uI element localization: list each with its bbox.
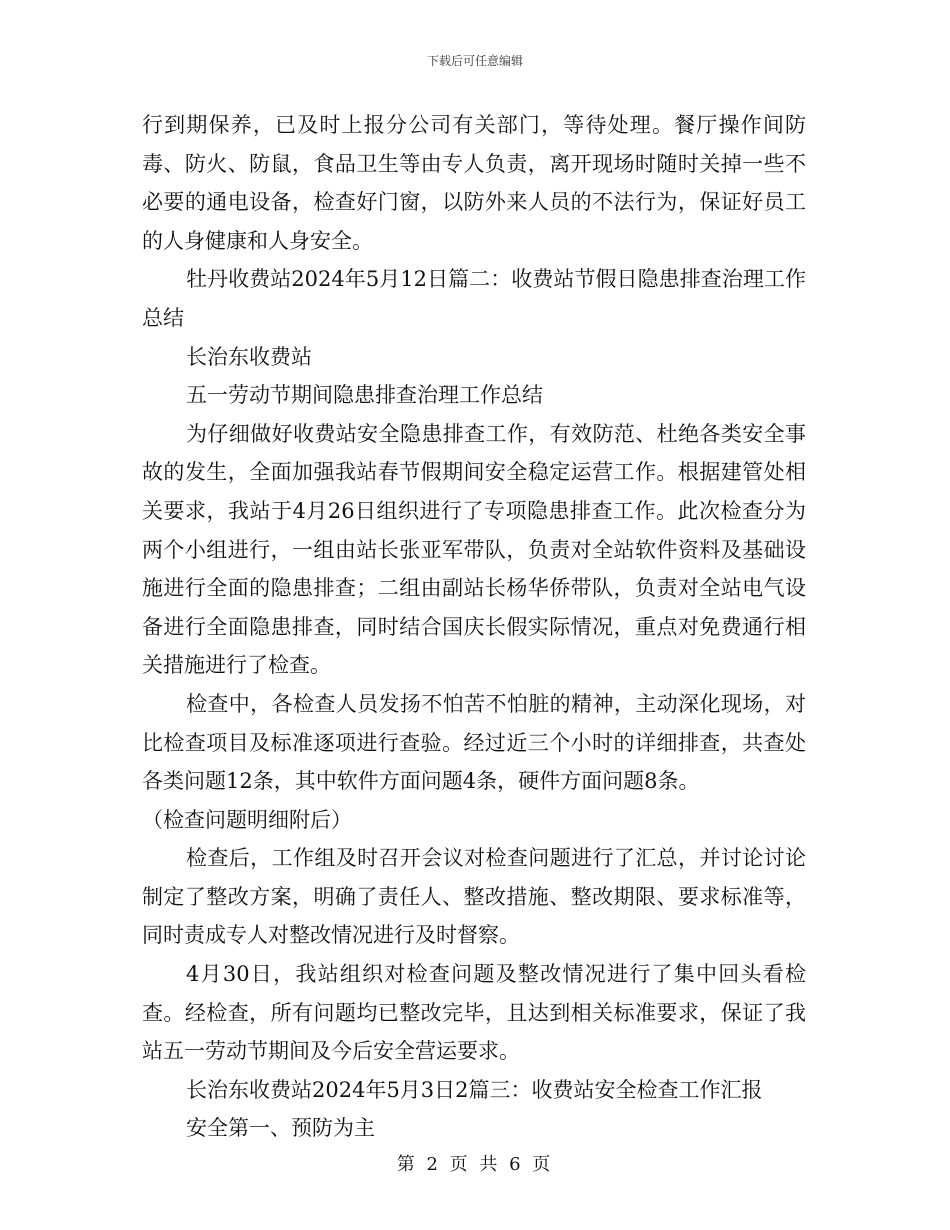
paragraph-body: 检查后，工作组及时召开会议对检查问题进行了汇总，并讨论讨论制定了整改方案，明确了责任人、整改措施、整改期限、要求标准等，同时责成专人对整改情况进行及时督察。 (142, 846, 806, 948)
document-body (142, 106, 806, 1148)
paragraph-signature-heading: 牡丹收费站2024年5月12日篇二：收费站节假日隐患排查治理工作总结 (142, 267, 806, 330)
paragraph-body: 4月30日，我站组织对检查问题及整改情况进行了集中回头看检查。经检查，所有问题均已整改完毕，且达到相关标准要求，保证了我站五一劳动节期间及今后安全营运要求。 (142, 962, 806, 1064)
page-header: 下载后可任意编辑 (426, 54, 523, 68)
paragraph-continuation: 行到期保养，已及时上报分公司有关部门，等待处理。餐厅操作间防毒、防火、防鼠，食品卫生等由专人负责，离开现场时随时关掉一些不必要的通电设备，检查好门窗，以防外来人员的不法行为，保证好员工的人身健康和人身安全。 (142, 113, 806, 253)
paragraph-section-title: 五一劳动节期间隐患排查治理工作总结 (186, 383, 543, 408)
paragraph-note: （检查问题明细附后） (142, 807, 352, 832)
paragraph-signature-heading: 长治东收费站2024年5月3日2篇三：收费站安全检查工作汇报 (186, 1077, 763, 1102)
paragraph-station-name: 长治东收费站 (186, 344, 312, 369)
paragraph-body: 检查中，各检查人员发扬不怕苦不怕脏的精神，主动深化现场，对比检查项目及标准逐项进行查验。经过近三个小时的详细排查，共查处各类问题12条，其中软件方面问题4条，硬件方面问题8条。 (142, 691, 806, 794)
paragraph-body: 为仔细做好收费站安全隐患排查工作，有效防范、杜绝各类安全事故的发生，全面加强我站春节假期间安全稳定运营工作。根据建管处相关要求，我站于4月26日组织进行了专项隐患排查工作。此次检查分为两个小组进行，一组由站长张亚军带队，负责对全站软件资料及基础设施进行全面的隐患排查；二组由副站长杨华侨带队，负责对全站电气设备进行全面隐患排查，同时结合国庆长假实际情况，重点对免费通行相关措施进行了检查。 (142, 421, 806, 678)
paragraph-motto: 安全第一、预防为主 (186, 1116, 375, 1141)
page-number: 第 2 页 共 6 页 (396, 1154, 554, 1175)
